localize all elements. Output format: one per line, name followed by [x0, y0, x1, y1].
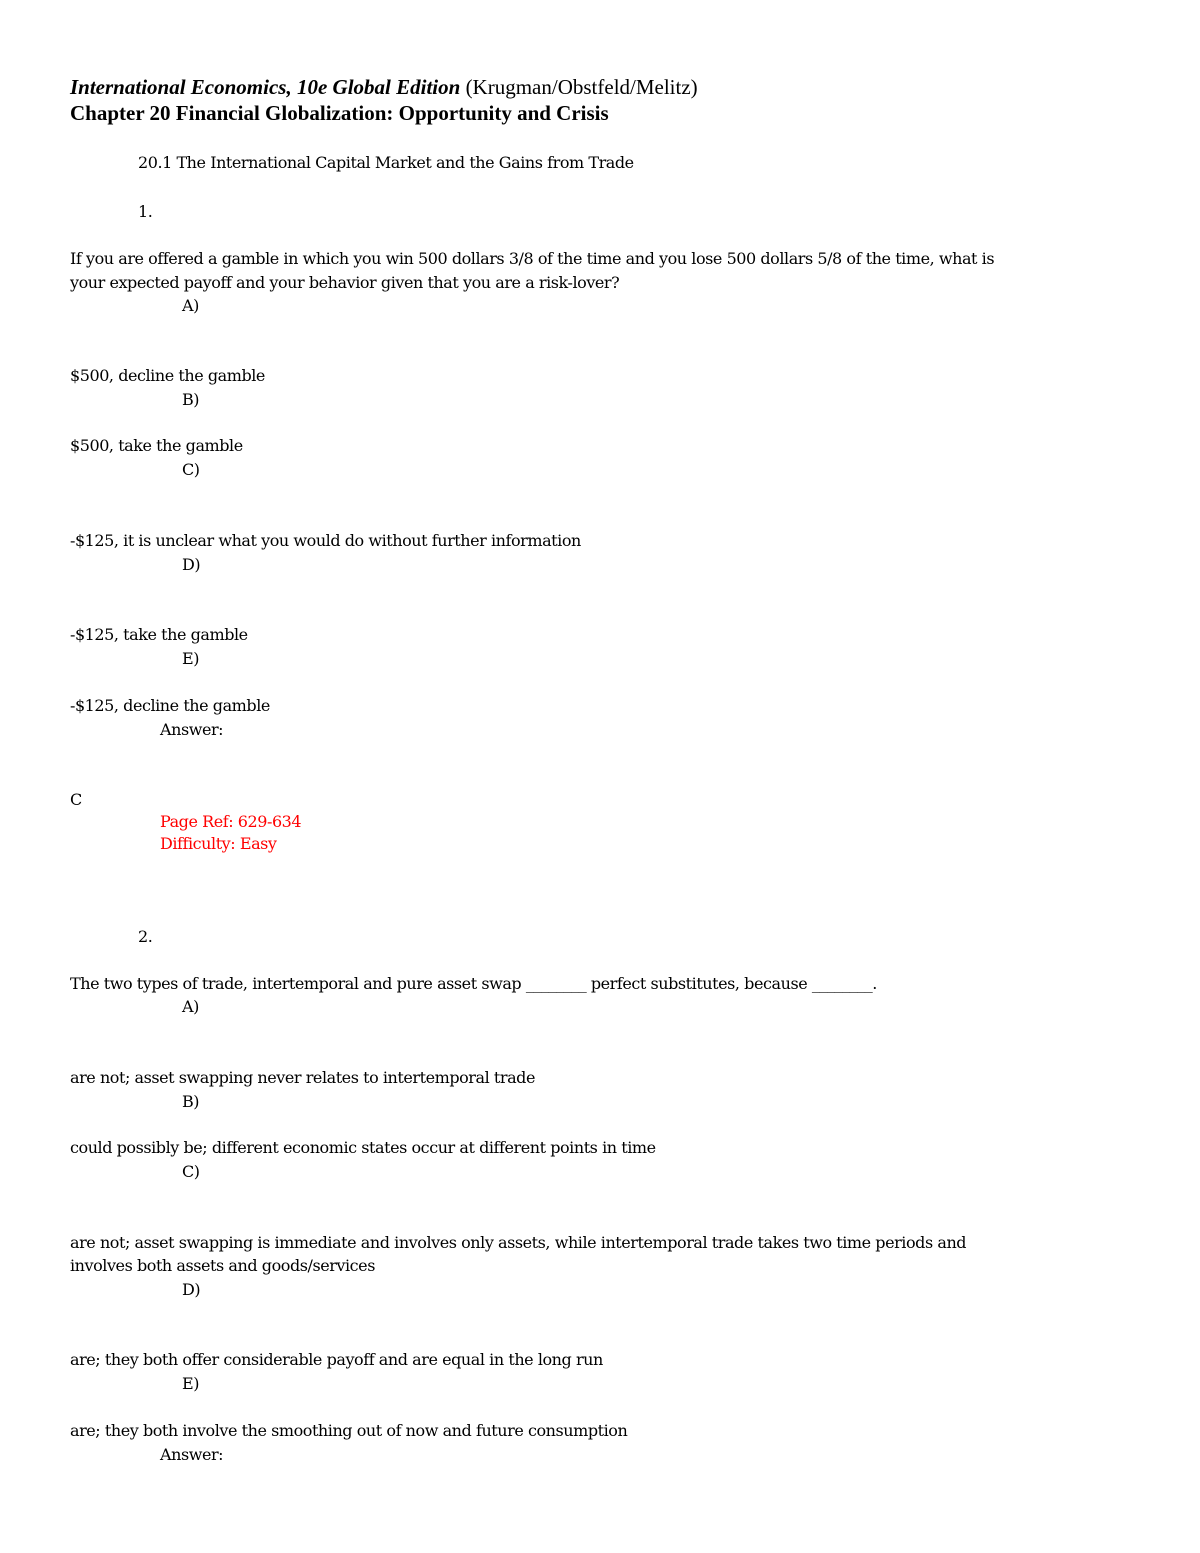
- question-1-option-a-text: $500, decline the gamble: [70, 366, 265, 385]
- question-1-option-b-text: $500, take the gamble: [70, 436, 243, 455]
- question-1-option-c-text: -$125, it is unclear what you would do without further information: [70, 531, 581, 550]
- chapter-title: Chapter 20 Financial Globalization: Opportunity and Crisis: [70, 101, 609, 125]
- question-2-stem-line-1: The two types of trade, intertemporal and pure asset swap ________ perfect substitutes, because ________.: [70, 974, 877, 993]
- question-1-option-b-letter: B): [182, 390, 200, 409]
- question-2-number: 2.: [138, 927, 153, 946]
- book-title: International Economics, 10e Global Edition: [70, 75, 461, 99]
- question-1-option-e-text: -$125, decline the gamble: [70, 696, 270, 715]
- question-1-stem-line-2: your expected payoff and your behavior given that you are a risk-lover?: [70, 273, 620, 292]
- question-2-option-b-letter: B): [182, 1092, 200, 1111]
- question-1-page-ref: Page Ref: 629-634: [160, 812, 302, 831]
- question-1-option-d-text: -$125, take the gamble: [70, 625, 248, 644]
- question-2-option-d-text: are; they both offer considerable payoff and are equal in the long run: [70, 1350, 603, 1369]
- question-2-option-c-text-line-2: involves both assets and goods/services: [70, 1256, 375, 1275]
- question-2-option-c-letter: C): [182, 1162, 200, 1181]
- section-title: 20.1 The International Capital Market and the Gains from Trade: [138, 153, 634, 172]
- question-2-answer-label: Answer:: [160, 1445, 224, 1464]
- question-1-stem-line-1: If you are offered a gamble in which you win 500 dollars 3/8 of the time and you lose 500 dollars 5/8 of the time, what is: [70, 249, 995, 268]
- question-1-answer: C: [70, 790, 82, 809]
- question-1-option-e-letter: E): [182, 649, 200, 668]
- document-title: [70, 77, 698, 98]
- question-2-option-d-letter: D): [182, 1280, 201, 1299]
- question-2-option-e-letter: E): [182, 1374, 200, 1393]
- question-1-option-d-letter: D): [182, 555, 201, 574]
- question-1-number: 1.: [138, 202, 153, 221]
- question-2-option-a-letter: A): [182, 997, 199, 1016]
- question-1-difficulty: Difficulty: Easy: [160, 834, 277, 853]
- question-2-option-a-text: are not; asset swapping never relates to intertemporal trade: [70, 1068, 535, 1087]
- authors: (Krugman/Obstfeld/Melitz): [460, 75, 698, 99]
- question-1-option-a-letter: A): [182, 296, 199, 315]
- question-2-option-b-text: could possibly be; different economic states occur at different points in time: [70, 1138, 656, 1157]
- question-2-option-c-text-line-1: are not; asset swapping is immediate and involves only assets, while intertemporal trade takes two time periods and: [70, 1233, 967, 1252]
- question-2-option-e-text: are; they both involve the smoothing out of now and future consumption: [70, 1421, 628, 1440]
- question-1-option-c-letter: C): [182, 460, 200, 479]
- question-1-answer-label: Answer:: [160, 720, 224, 739]
